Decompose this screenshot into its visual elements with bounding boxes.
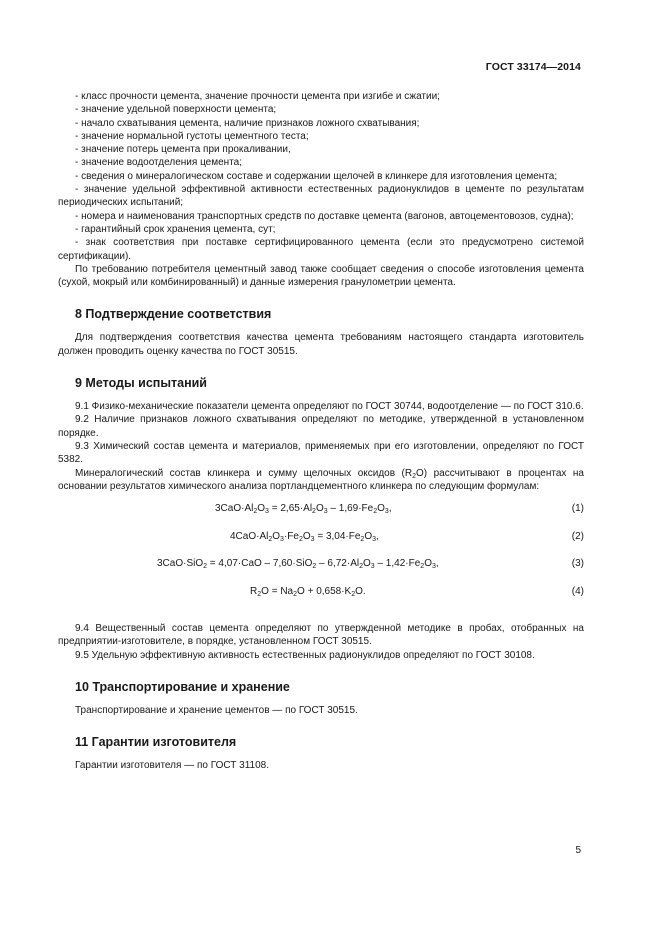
list-item: - гарантийный срок хранения цемента, сут; — [75, 223, 276, 235]
section-9-heading: 9 Методы испытаний — [75, 376, 207, 391]
standard-header: ГОСТ 33174—2014 — [485, 61, 581, 73]
list-item: - знак соответствия при поставке сертифицированного цемента (если это предусмотрено системой сертификации). — [58, 237, 584, 262]
list-item: - класс прочности цемента, значение прочности цемента при изгибе и сжатии; — [75, 91, 440, 102]
section-10-heading: 10 Транспортирование и хранение — [75, 680, 290, 695]
mineral-text-sub: 2 — [412, 472, 417, 480]
clause-9-5: 9.5 Удельную эффективную активность естественных радионуклидов определяют по ГОСТ 30108. — [75, 649, 535, 661]
list-item: - значение потерь цемента при прокаливании, — [75, 144, 291, 156]
section-8-heading: 8 Подтверждение соответствия — [75, 307, 272, 322]
mineral-text-before: Минералогический состав клинкера и сумму щелочных оксидов (R — [75, 467, 413, 479]
formula-number: (4) — [571, 585, 584, 597]
info-list — [58, 90, 584, 263]
section-10-text: Транспортирование и хранение цементов — по ГОСТ 30515. — [75, 705, 358, 717]
list-item: - значение удельной поверхности цемента; — [75, 104, 277, 116]
mineral-composition-paragraph — [58, 467, 584, 494]
formula-number: (3) — [571, 558, 584, 570]
list-item: - значение удельной эффективной активности естественных радионуклидов в цементе по результатам периодических испытаний; — [58, 184, 584, 209]
formula-row — [58, 585, 584, 613]
list-item: - сведения о минералогическом составе и содержании щелочей в клинкере для изготовления цемента; — [75, 170, 558, 182]
formula-4: $R_2O = Na_2O + 0,658\cdot K_2O$. — [250, 585, 366, 598]
section-11-text: Гарантии изготовителя — по ГОСТ 31108. — [75, 760, 269, 772]
consumer-paragraph: По требованию потребителя цементный завод также сообщает сведения о способе изготовления цемента (сухой, мокрый или комбинированный) и данные измерения гранулометрии цемента. — [58, 263, 584, 289]
clause-9-1: 9.1 Физико-механические показатели цемента определяют по ГОСТ 30744, водоотделение — по ГОСТ 310.6. — [75, 401, 584, 413]
page-content — [58, 90, 584, 773]
section-11-heading: 11 Гарантии изготовителя — [75, 735, 237, 750]
page-number: 5 — [575, 845, 581, 856]
list-item: - номера и наименования транспортных средств по доставке цемента (вагонов, автоцементовозов, судна); — [75, 210, 574, 222]
formula-1: $3CaO\cdot Al_2O_3 = 2,65\cdot Al_2O_3 - 1,69\cdot Fe_2O_3$, — [215, 503, 392, 516]
clause-9-2: 9.2 Наличие признаков ложного схватывания определяют по методике, утвержденной в установленном порядке. — [58, 414, 584, 439]
section-8-text: Для подтверждения соответствия качества цемента требованиям настоящего стандарта изготовитель должен проводить оценку качества по ГОСТ 30515. — [58, 332, 584, 357]
formula-number: (1) — [571, 503, 584, 515]
list-item: - значение нормальной густоты цементного теста; — [75, 130, 309, 142]
formula-block — [58, 502, 584, 612]
list-item: - значение водоотделения цемента; — [75, 157, 243, 169]
formula-3: $3CaO\cdot SiO_2 = 4,07\cdot CaO - 7,60\cdot SiO_2 - 6,72\cdot Al_2O_3 - 1,42\cdot Fe_2O_3$, — [157, 558, 439, 571]
clause-9-3: 9.3 Химический состав цемента и материалов, применяемых при его изготовлении, определяют по ГОСТ 5382. — [58, 440, 584, 466]
mineral-text-after: O) рассчитывают в процентах на основании результатов химического анализа портландцементного клинкера по следующим формулам: — [58, 467, 584, 492]
formula-row — [58, 502, 584, 530]
formula-row — [58, 557, 584, 585]
list-item: - начало схватывания цемента, наличие признаков ложного схватывания; — [75, 117, 420, 129]
clause-9-4: 9.4 Вещественный состав цемента определяют по утвержденной методике в пробах, отобранных на предприятии-изготовителе, в порядке, установленном ГОСТ 30515. — [58, 623, 584, 648]
formula-number: (2) — [571, 530, 584, 542]
formula-2: $4CaO\cdot Al_2O_3\cdot Fe_2O_3 = 3,04\cdot Fe_2O_3$, — [230, 530, 379, 543]
formula-row — [58, 530, 584, 558]
